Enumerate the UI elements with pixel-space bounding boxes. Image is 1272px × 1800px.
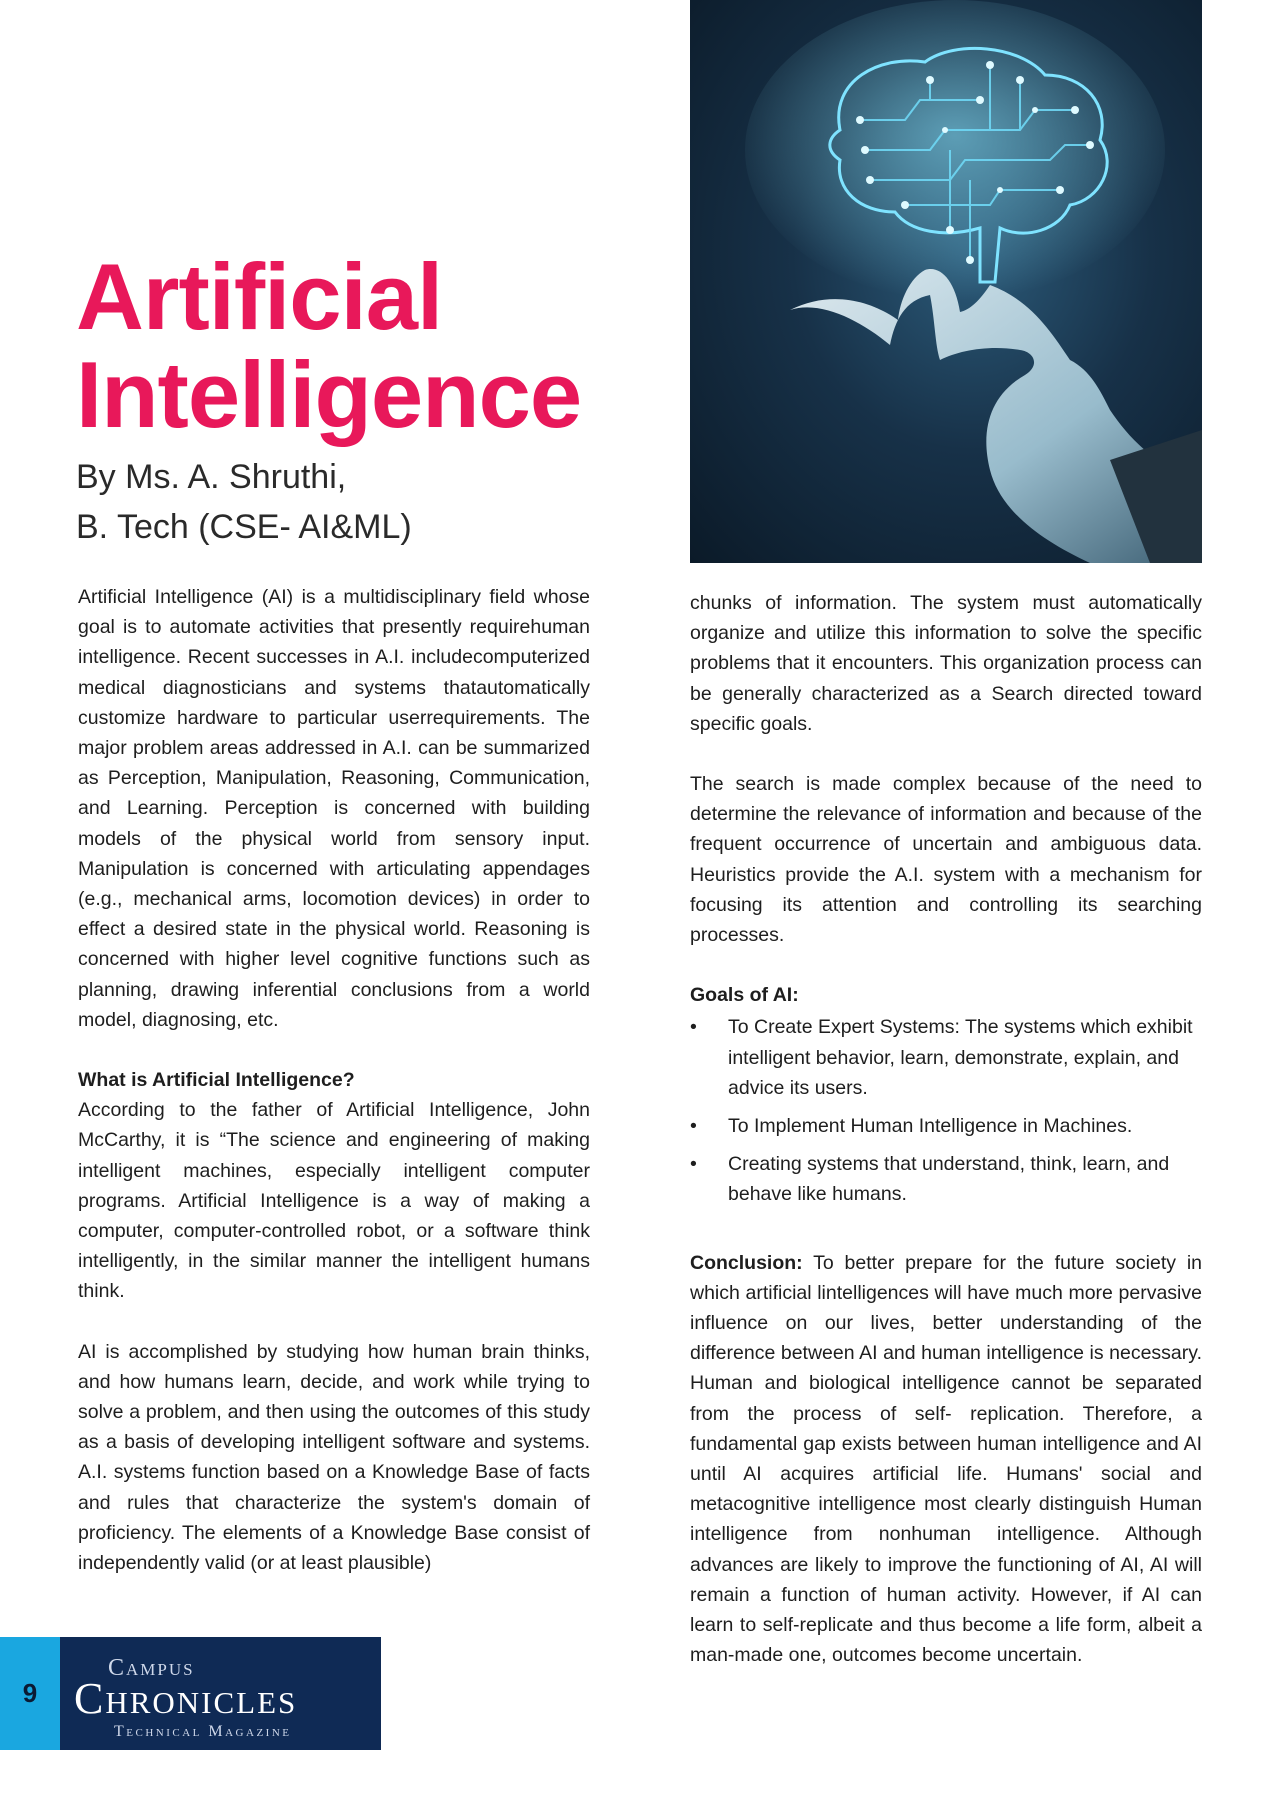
search-paragraph: The search is made complex because of the need to determine the relevance of information and because of the frequent occurrence of uncertain and ambiguous data. Heuristics provide the A.I. system with a mechanism for focusing its attention and controlling its searching processes. bbox=[690, 773, 1202, 947]
intro-paragraph: Artificial Intelligence (AI) is a multidisciplinary field whose goal is to automate activities that presently requirehuman intelligence. Recent successes in A.I. includecomputerized medical diagnosticians and systems thatautomatically customize hardware to particular userrequirements. The major problem areas addressed in A.I. can be summarized as Perception, Manipulation, Reasoning, Communication, and Learning. Perception is concerned with building models of the physical world from sensory input. Manipulation is concerned with articulating appendages (e.g., mechanical arms, locomotion devices) in order to effect a desired state in the physical world. Reasoning is concerned with higher level cognitive functions such as planning, drawing inferential conclusions from a world model, diagnosing, etc. bbox=[78, 586, 590, 1031]
bullet-icon: • bbox=[690, 1115, 697, 1138]
goal-item: • To Create Expert Systems: The systems which exhibit intelligent behavior, learn, demonstrate, explain, and advice its users. bbox=[690, 1012, 1202, 1103]
right-column bbox=[690, 588, 1202, 1671]
page-number: 9 bbox=[0, 1637, 60, 1750]
author-name: By Ms. A. Shruthi, bbox=[76, 458, 347, 496]
logo-sub-text: Technical Magazine bbox=[114, 1723, 292, 1740]
left-column bbox=[78, 582, 590, 1578]
continued-paragraph: chunks of information. The system must automatically organize and utilize this information to solve the specific problems that it encounters. This organization process can be generally characterized as a Search directed toward specific goals. bbox=[690, 592, 1202, 735]
conclusion-label: Conclusion: bbox=[690, 1251, 803, 1274]
conclusion-paragraph bbox=[690, 1248, 1202, 1671]
author-program: B. Tech (CSE- AI&ML) bbox=[76, 508, 412, 546]
brain-hand-image bbox=[690, 0, 1202, 563]
conclusion-text: To better prepare for the future society in which artificial lintelligences will have much more pervasive influence on our lives, better understanding of the difference between AI and human intelligence is necessary. Human and biological intelligence cannot be separated from the process of self- replication. Therefore, a fundamental gap exists between human intelligence and AI until AI acquires artificial life. Humans' social and metacognitive intelligence most clearly distinguish Human intelligence from nonhuman intelligence. Although advances are likely to improve the functioning of AI, AI will remain a function of human activity. However, if AI can learn to self-replicate and thus become a life form, albeit a man-made one, outcomes become uncertain. bbox=[690, 1251, 1202, 1667]
byline bbox=[76, 452, 412, 552]
logo-top-text: Campus bbox=[108, 1655, 195, 1681]
goals-heading: Goals of AI: bbox=[690, 984, 799, 1007]
accomplished-paragraph: AI is accomplished by studying how human brain thinks, and how humans learn, decide, and work while trying to solve a problem, and then using the outcomes of this study as a basis of developing intelligent software and systems. A.I. systems function based on a Knowledge Base of facts and rules that characterize the system's domain of proficiency. The elements of a Knowledge Base consist of independently valid (or at least plausible) bbox=[78, 1340, 590, 1575]
bullet-icon: • bbox=[690, 1153, 697, 1176]
goal-item: • To Implement Human Intelligence in Machines. bbox=[690, 1111, 1202, 1141]
bullet-icon: • bbox=[690, 1016, 697, 1039]
title-line-1: Artificial bbox=[76, 244, 443, 349]
magazine-logo bbox=[60, 1637, 381, 1750]
what-is-ai-heading: What is Artificial Intelligence? bbox=[78, 1069, 355, 1092]
circuit-brain-icon bbox=[690, 0, 1202, 563]
title-line-2: Intelligence bbox=[76, 342, 582, 447]
goal-item: • Creating systems that understand, think, learn, and behave like humans. bbox=[690, 1149, 1202, 1209]
what-is-ai-paragraph: According to the father of Artificial Intelligence, John McCarthy, it is “The science and engineering of making intelligent machines, especially intelligent computer programs. Artificial Intelligence is a way of making a computer, computer-controlled robot, or a software think intelligently, in the similar manner the intelligent humans think. bbox=[78, 1099, 590, 1303]
logo-main-text: Chronicles bbox=[74, 1674, 298, 1723]
goals-list bbox=[690, 1012, 1202, 1209]
article-title bbox=[76, 244, 582, 447]
